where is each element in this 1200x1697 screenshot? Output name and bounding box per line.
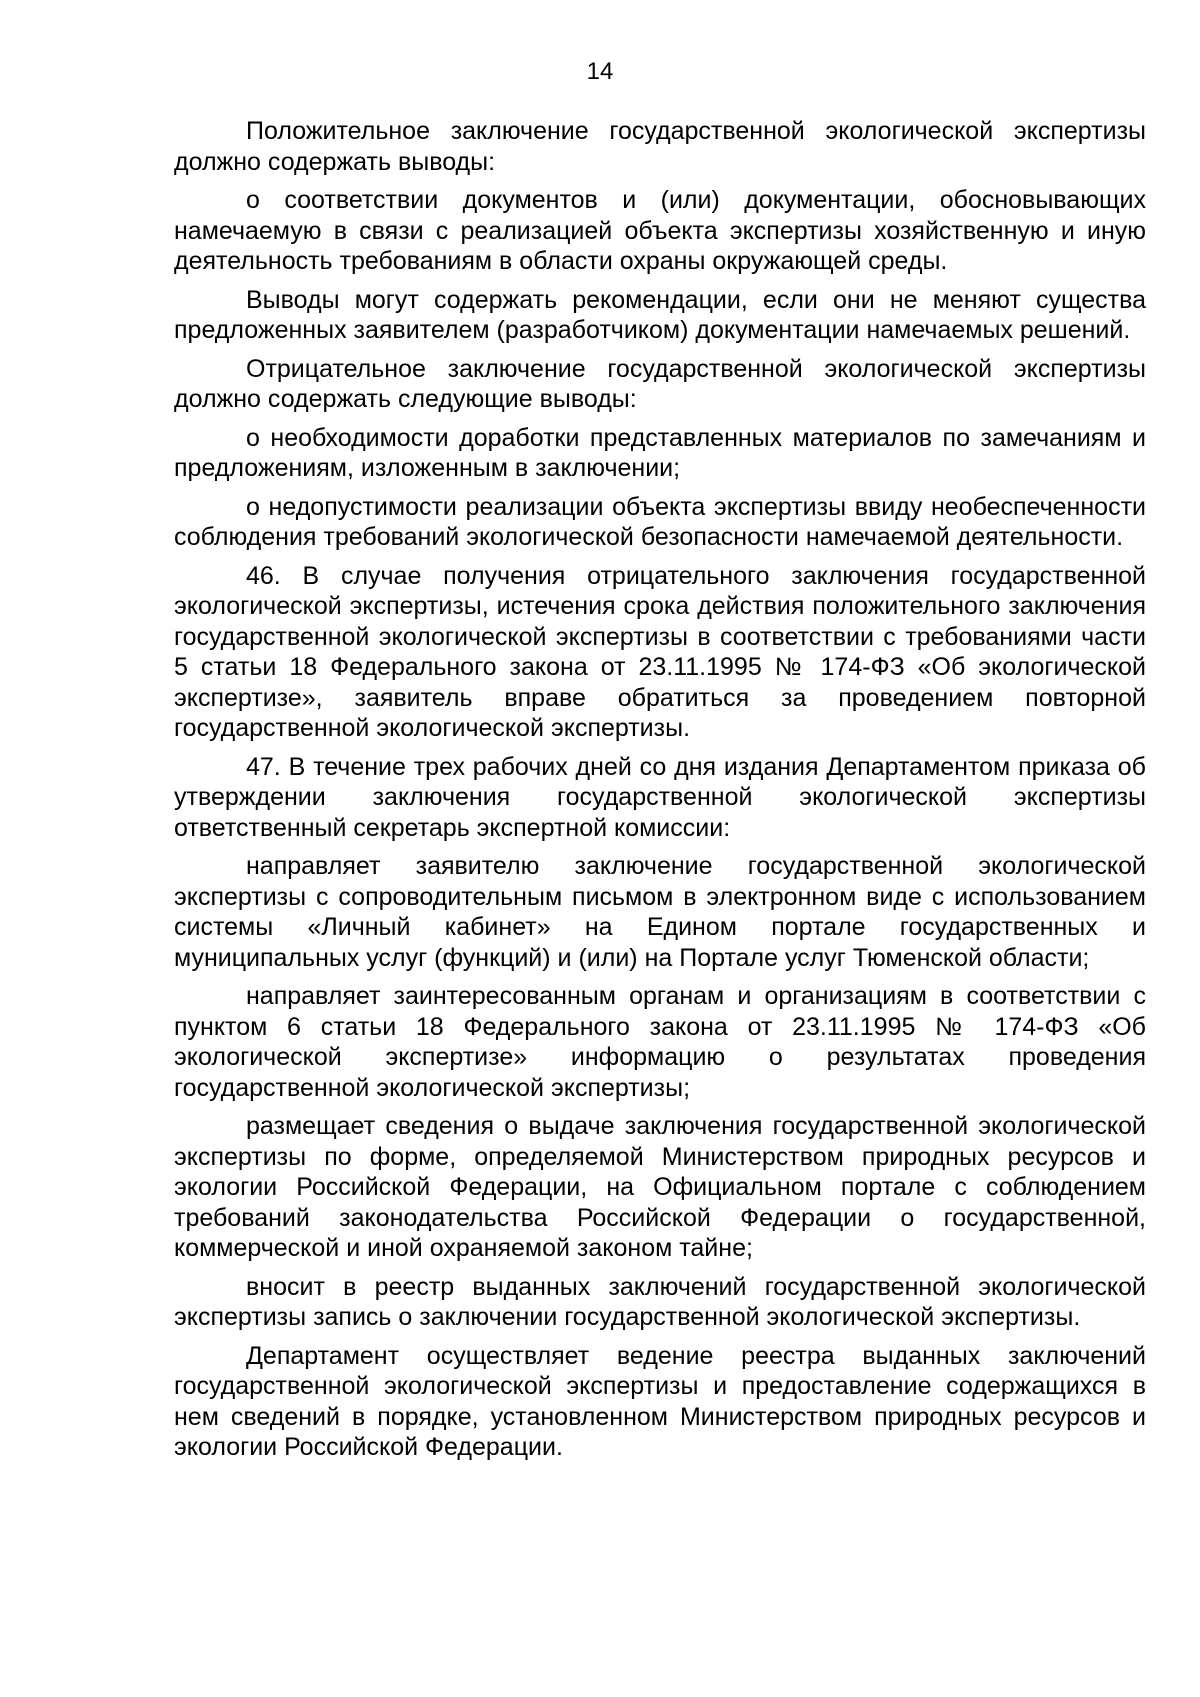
paragraph-item-47: 47. В течение трех рабочих дней со дня издания Департаментом приказа об утверждении заключения государственной экологической экспертизы ответственный секретарь экспертной комиссии: — [174, 752, 1146, 842]
paragraph-item-46: 46. В случае получения отрицательного заключения государственной экологической экспертизы, истечения срока действия положительного заключения государственной экологической экспертизы в соответствии с требованиями части 5 статьи 18 Федерального закона от 23.11.1995 № 174-ФЗ «Об экологической экспертизе», заявитель вправе обратиться за проведением повторной государственной экологической экспертизы. — [174, 561, 1146, 742]
paragraph-inadmissibility: о недопустимости реализации объекта экспертизы ввиду необеспеченности соблюдения требований экологической безопасности намечаемой деятельности. — [174, 492, 1146, 551]
page-number: 14 — [586, 58, 614, 85]
paragraph-registry-maintenance: Департамент осуществляет ведение реестра выданных заключений государственной экологической экспертизы и предоставление содержащихся в нем сведений в порядке, установленном Министерством природных ресурсов и экологии Российской Федерации. — [174, 1341, 1146, 1461]
paragraph-publishes-information: размещает сведения о выдаче заключения государственной экологической экспертизы по форме, определяемой Министерством природных ресурсов и экологии Российской Федерации, на Официальном портале с соблюдением требований законодательства Российской Федерации о государственной, коммерческой и иной охраняемой законом тайне; — [174, 1112, 1146, 1262]
paragraph-sends-to-applicant: направляет заявителю заключение государственной экологической экспертизы с сопроводительным письмом в электронном виде с использованием системы «Личный кабинет» на Едином портале государственных и муниципальных услуг (функций) и (или) на Портале услуг Тюменской области; — [174, 852, 1146, 972]
document-body — [174, 116, 1146, 1471]
paragraph-recommendations: Выводы могут содержать рекомендации, если они не меняют существа предложенных заявителем (разработчиком) документации намечаемых решений. — [174, 285, 1146, 344]
paragraph-compliance-conclusion: о соответствии документов и (или) документации, обосновывающих намечаемую в связи с реализацией объекта экспертизы хозяйственную и иную деятельность требованиям в области охраны окружающей среды. — [174, 186, 1146, 275]
paragraph-negative-conclusion: Отрицательное заключение государственной экологической экспертизы должно содержать следующие выводы: — [174, 354, 1146, 413]
paragraph-positive-conclusion: Положительное заключение государственной экологической экспертизы должно содержать выводы: — [174, 117, 1146, 176]
paragraph-sends-to-organizations: направляет заинтересованным органам и организациям в соответствии с пунктом 6 статьи 18 Федерального закона от 23.11.1995 № 174-ФЗ «Об экологической экспертизе» информацию о результатах проведения государственной экологической экспертизы; — [174, 982, 1146, 1102]
paragraph-registry-entry: вносит в реестр выданных заключений государственной экологической экспертизы запись о заключении государственной экологической экспертизы. — [174, 1272, 1146, 1331]
paragraph-revision-needed: о необходимости доработки представленных материалов по замечаниям и предложениям, изложенным в заключении; — [174, 423, 1146, 482]
